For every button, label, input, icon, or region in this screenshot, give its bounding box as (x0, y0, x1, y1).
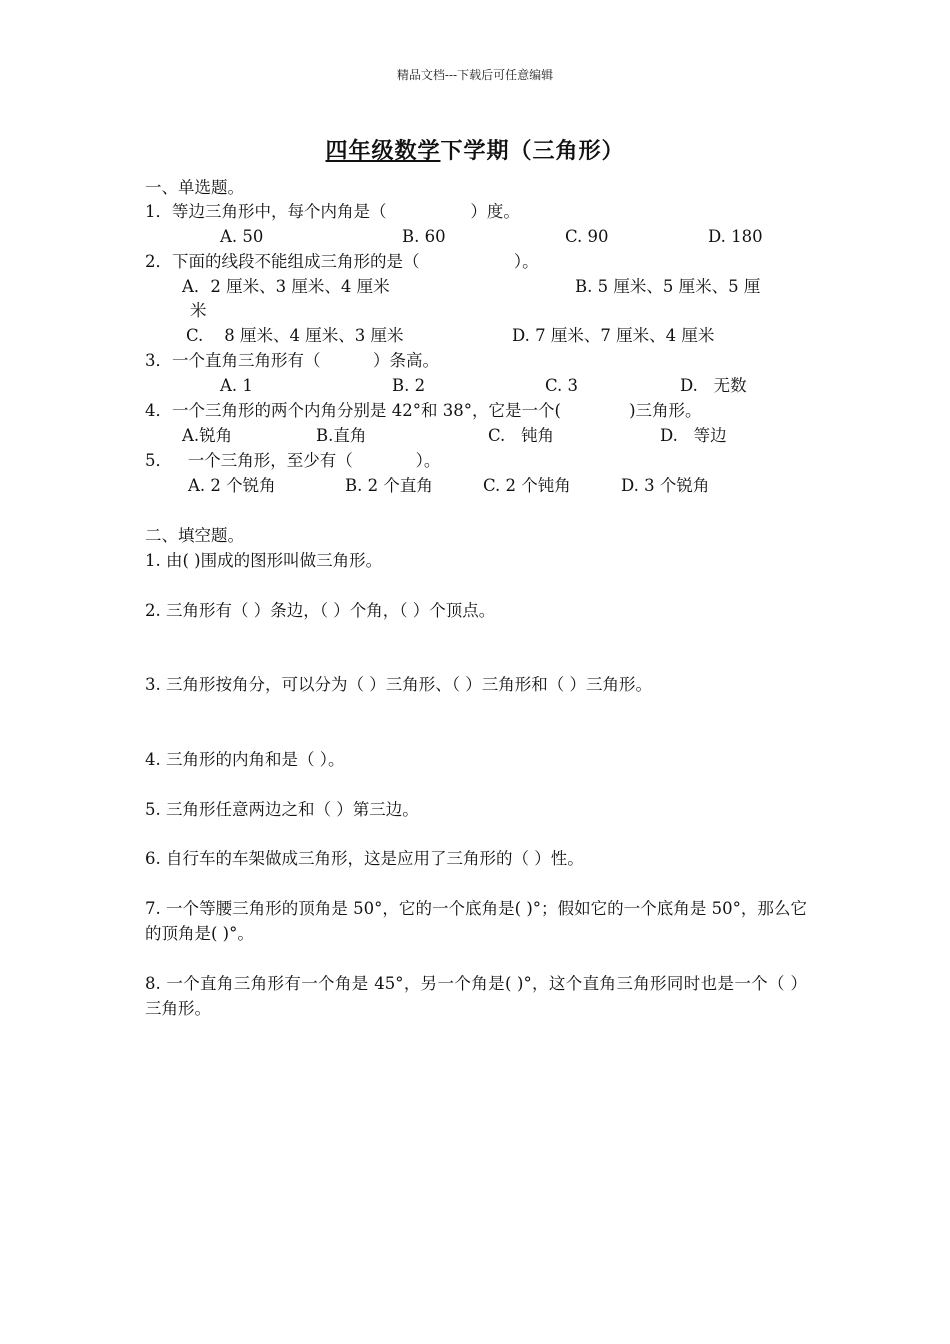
q2-option-d: D. 7 厘米、7 厘米、4 厘米 (512, 326, 715, 345)
q3-option-d: D. 无数 (680, 376, 747, 395)
q2-stem: 2．下面的线段不能组成三角形的是（ ）。 (145, 252, 539, 271)
fill-item-7: 7. 一个等腰三角形的顶角是 50°，它的一个底角是( )°；假如它的一个底角是 50°，那么它的顶角是( )°。 (145, 899, 807, 943)
title-rest: 下学期（三角形） (440, 138, 625, 164)
q5-option-a: A. 2 个锐角 (188, 476, 276, 495)
page-header: 精品文档---下载后可任意编辑 (396, 68, 554, 82)
q4-stem: 4．一个三角形的两个内角分别是 42°和 38°，它是一个( )三角形。 (145, 401, 702, 420)
page-title (0, 134, 950, 165)
section1-heading: 一、单选题。 (145, 178, 244, 197)
q3-option-a: A. 1 (220, 376, 253, 395)
q4-option-a: A.锐角 (182, 426, 233, 445)
q4-option-b: B.直角 (316, 426, 367, 445)
q3-option-c: C. 3 (545, 376, 579, 395)
fill-item-6: 6. 自行车的车架做成三角形，这是应用了三角形的（ ）性。 (145, 849, 584, 868)
fill-item-1: 1. 由( )围成的图形叫做三角形。 (145, 551, 383, 570)
title-underlined: 四年级数学 (325, 138, 441, 164)
q5-option-d: D. 3 个锐角 (621, 476, 710, 495)
q1-option-c: C. 90 (565, 227, 609, 246)
q5-option-c: C. 2 个钝角 (483, 476, 571, 495)
section2-heading: 二、填空题。 (145, 526, 244, 545)
q1-stem: 1．等边三角形中，每个内角是（ ）度。 (145, 202, 520, 221)
q2-option-a: A．2 厘米、3 厘米、4 厘米 (182, 277, 390, 296)
q2-option-b-wrap: 米 (190, 301, 207, 320)
q1-option-d: D. 180 (708, 227, 763, 246)
fill-item-2: 2. 三角形有（ ）条边，（ ）个角，（ ）个顶点。 (145, 601, 496, 620)
q5-stem: 5． 一个三角形，至少有（ ）。 (145, 451, 441, 470)
q1-option-b: B. 60 (402, 227, 446, 246)
fill-item-3: 3. 三角形按角分，可以分为（ ）三角形、（ ）三角形和（ ）三角形。 (145, 675, 652, 694)
q2-option-c: C. 8 厘米、4 厘米、3 厘米 (186, 326, 404, 345)
q4-option-c: C. 钝角 (488, 426, 555, 445)
q5-option-b: B. 2 个直角 (345, 476, 433, 495)
q4-option-d: D. 等边 (660, 426, 727, 445)
q2-option-b: B. 5 厘米、5 厘米、5 厘 (575, 277, 761, 296)
fill-item-4: 4. 三角形的内角和是（ ）。 (145, 750, 345, 769)
q3-option-b: B. 2 (392, 376, 426, 395)
q1-option-a: A. 50 (220, 227, 264, 246)
fill-item-8: 8. 一个直角三角形有一个角是 45°，另一个角是( )°，这个直角三角形同时也是一个（ ）三角形。 (145, 974, 807, 1018)
q3-stem: 3．一个直角三角形有（ ）条高。 (145, 351, 439, 370)
fill-item-5: 5. 三角形任意两边之和（ ）第三边。 (145, 800, 419, 819)
